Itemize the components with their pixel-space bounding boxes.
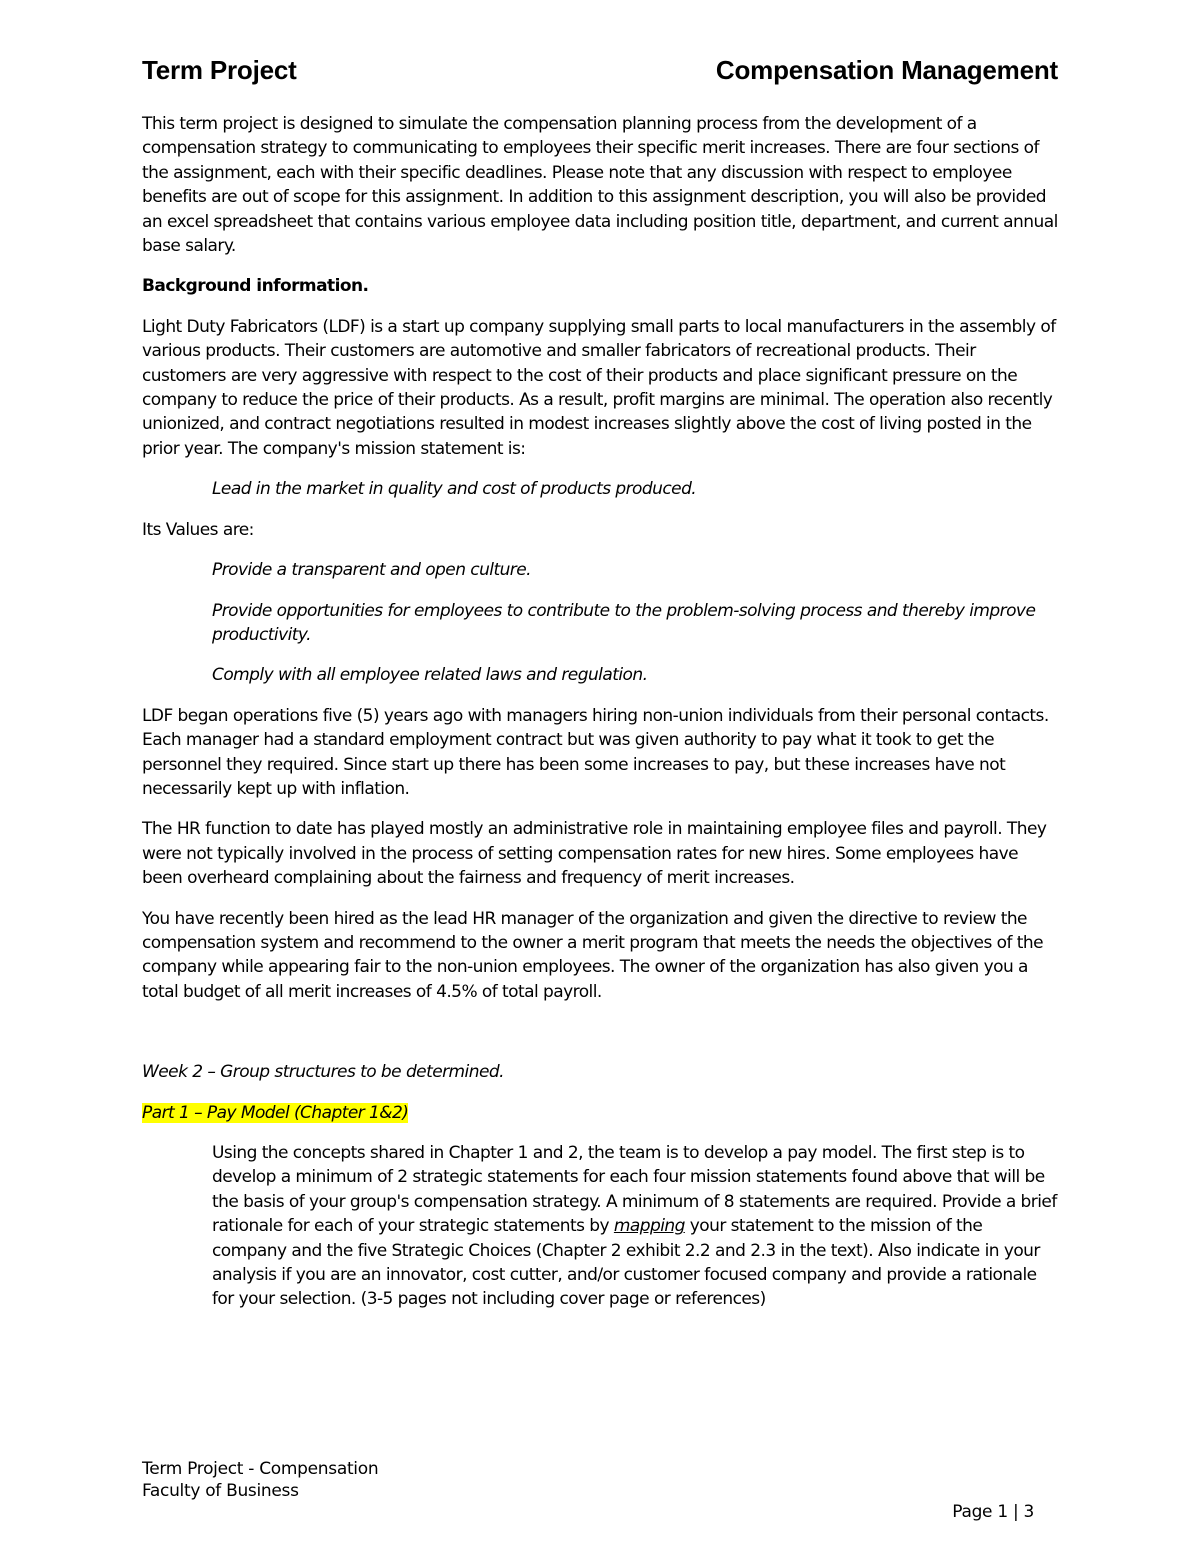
values-intro: Its Values are:	[142, 519, 254, 540]
value-item: Provide opportunities for employees to contribute to the problem-solving process and thereby improve productivity.	[212, 600, 1036, 645]
part1-paragraph	[212, 1141, 1058, 1312]
mission-statement: Lead in the market in quality and cost of products produced.	[212, 479, 697, 500]
part1-text-after: your statement to the mission of the company and the five Strategic Choices (Chapter 2 exhibit 2.2 and 2.3 in the text). Also indicate in your analysis if you are an innovator, cost cutter, and/or customer focused company and provide a rationale for your selection. (3-5 pages not including cover page or references)	[212, 1216, 1040, 1310]
page-footer	[142, 1458, 378, 1502]
page-header	[142, 55, 1058, 91]
header-title-right: Compensation Management	[715, 55, 1058, 85]
intro-paragraph: This term project is designed to simulate the compensation planning process from the development of a compensation strategy to communicating to employees their specific merit increases. There are four sections of the assignment, each with their specific deadlines. Please note that any discussion with respect to employee benefits are out of scope for this assignment. In addition to this assignment description, you will also be provided an excel spreadsheet that contains various employee data including position title, department, and current annual base salary.	[142, 114, 1058, 257]
header-title-left: Term Project	[142, 55, 297, 85]
footer-line-1: Term Project - Compensation	[142, 1459, 379, 1479]
week2-line: Week 2 – Group structures to be determined.	[142, 1062, 504, 1083]
history-paragraph: LDF began operations five (5) years ago with managers hiring non-union individuals from their personal contacts. Each manager had a standard employment contract but was given authority to pay what it took to get the personnel they required. Since start up there has been some increases to pay, but these increases have not necessarily kept up with inflation.	[142, 705, 1049, 799]
background-paragraph: Light Duty Fabricators (LDF) is a start up company supplying small parts to local manufacturers in the assembly of various products. Their customers are automotive and smaller fabricators of recreational products. Their customers are very aggressive with respect to the cost of their products and place significant pressure on the company to reduce the price of their products. As a result, profit margins are minimal. The operation also recently unionized, and contract negotiations resulted in modest increases slightly above the cost of living posted in the prior year. The company's mission statement is:	[142, 316, 1056, 459]
part1-emphasis: mapping	[613, 1216, 685, 1237]
document-body	[142, 112, 1058, 1328]
part1-title: Part 1 – Pay Model (Chapter 1&2)	[142, 1102, 409, 1123]
value-item: Provide a transparent and open culture.	[212, 560, 532, 581]
part1-text-before: Using the concepts shared in Chapter 1 and 2, the team is to develop a pay model. The first step is to develop a minimum of 2 strategic statements for each four mission statements found above that will be the basis of your group's compensation strategy. A minimum of 8 statements are required. Provide a brief rationale for each of your strategic statements by	[212, 1143, 1057, 1237]
page-number: Page 1 | 3	[952, 1502, 1034, 1522]
part1-title-line	[142, 1101, 1058, 1125]
hr-function-paragraph: The HR function to date has played mostly an administrative role in maintaining employee files and payroll. They were not typically involved in the process of setting compensation rates for new hires. Some employees have been overheard complaining about the fairness and frequency of merit increases.	[142, 819, 1047, 889]
background-heading: Background information.	[142, 276, 369, 297]
footer-line-2: Faculty of Business	[142, 1481, 299, 1501]
value-item: Comply with all employee related laws and regulation.	[212, 665, 648, 686]
directive-paragraph: You have recently been hired as the lead HR manager of the organization and given the directive to review the compensation system and recommend to the owner a merit program that meets the needs the objectives of the company while appearing fair to the non-union employees. The owner of the organization has also given you a total budget of all merit increases of 4.5% of total payroll.	[142, 908, 1043, 1002]
